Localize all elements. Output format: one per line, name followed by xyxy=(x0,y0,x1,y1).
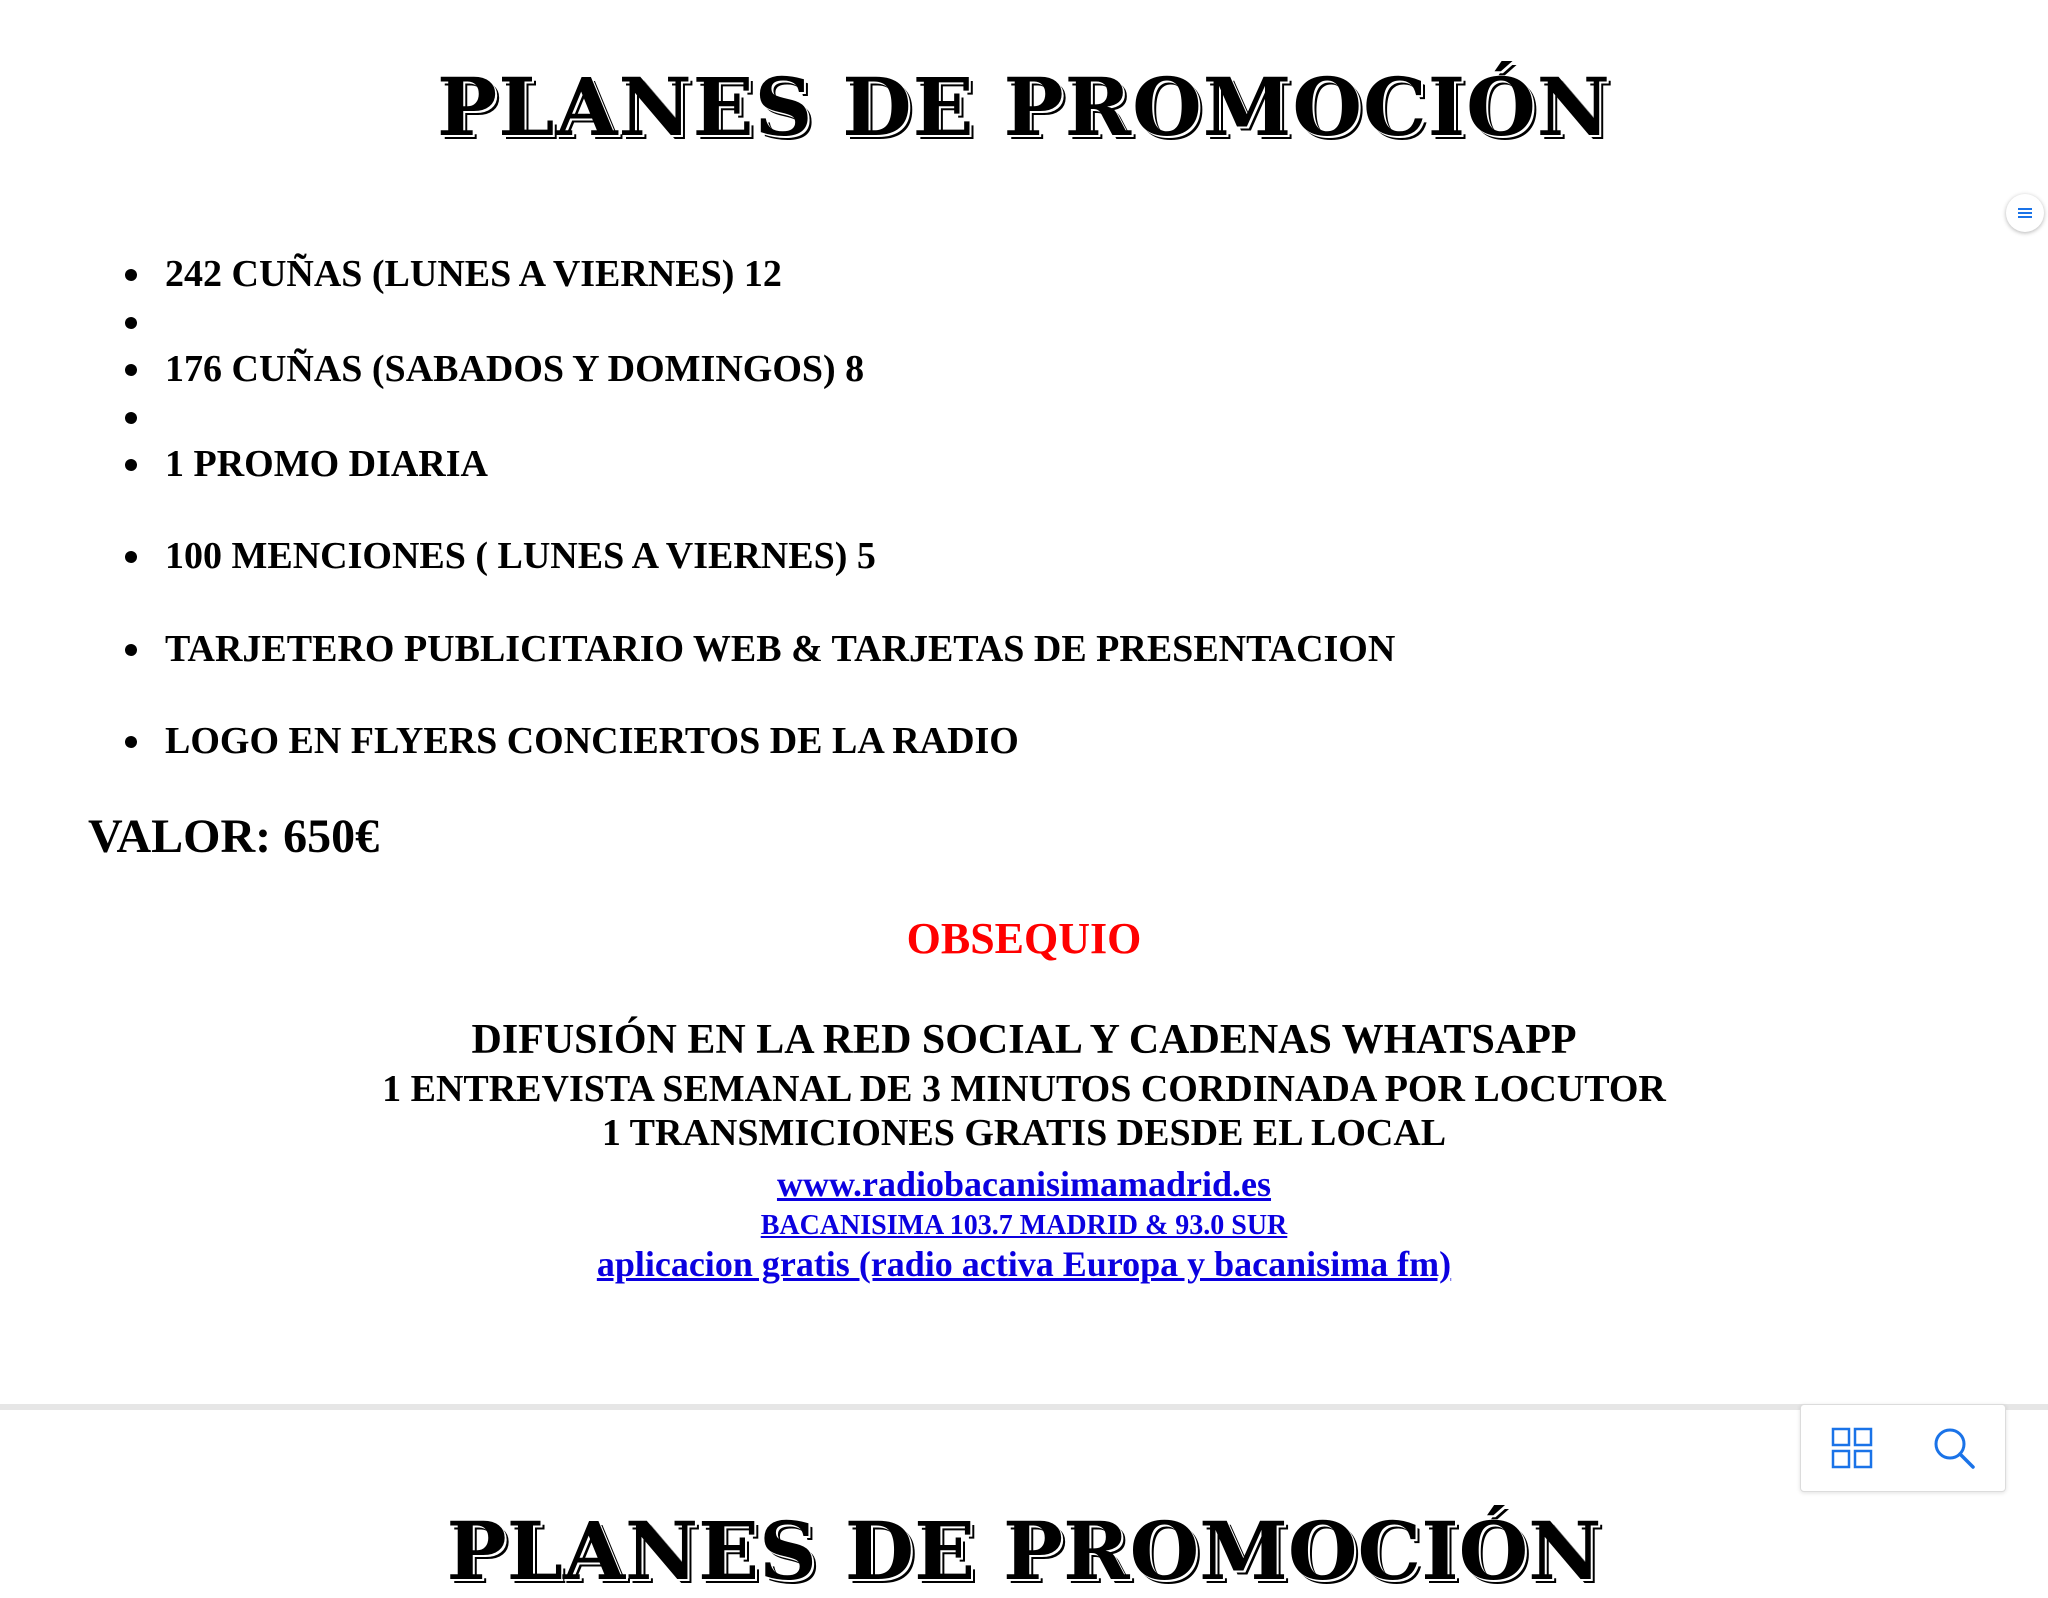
bullet-dot xyxy=(125,317,137,329)
bullet-dot xyxy=(125,459,137,471)
bullet-dot xyxy=(125,736,137,748)
table-of-contents-button[interactable] xyxy=(2006,194,2044,232)
bullet-dot xyxy=(125,644,137,656)
bullet-dot xyxy=(125,269,137,281)
search-button[interactable] xyxy=(1929,1423,1979,1473)
list-icon xyxy=(2016,205,2034,221)
radio-frequency-link[interactable]: BACANISIMA 103.7 MADRID & 93.0 SUR xyxy=(760,1210,1288,1241)
search-icon xyxy=(1931,1425,1977,1471)
bullet-dot xyxy=(125,364,137,376)
gift-heading: OBSEQUIO xyxy=(906,914,1142,963)
next-page-title: PLANES DE PROMOCIÓN xyxy=(446,1504,1602,1598)
page-title: PLANES DE PROMOCIÓN xyxy=(437,60,1611,154)
website-link-row xyxy=(0,1162,2048,1206)
app-link-row xyxy=(0,1242,2048,1286)
bullet-dot xyxy=(125,551,137,563)
bullet-dot xyxy=(125,412,137,424)
thumbnails-button[interactable] xyxy=(1827,1423,1877,1473)
app-link[interactable]: aplicacion gratis (radio activa Europa y bacanisima fm) xyxy=(596,1244,1452,1284)
next-page xyxy=(0,1410,2048,1598)
price-value: VALOR: 650€ xyxy=(88,810,380,863)
gift-line: 1 ENTREVISTA SEMANAL DE 3 MINUTOS CORDINADA POR LOCUTOR xyxy=(382,1068,1666,1110)
gift-line: DIFUSIÓN EN LA RED SOCIAL Y CADENAS WHATSAPP xyxy=(471,1017,1577,1063)
radio-frequency-link-row xyxy=(0,1209,2048,1243)
document-page: PLANES DE PROMOCIÓN 242 CUÑAS (LUNES A VIERNES) 12 176 CUÑAS (SABADOS Y DOMINGOS) 8 1 PROMO DIARIA 100 MENCIONES ( LUNES A VIERNES) 5 TARJETERO PUBLICITARIO WEB & TARJETAS DE PRESENTACION LOGO EN FLYERS CONCIERTOS DE LA RADIO VALOR: 650€ OBSEQUIO DIFUSIÓN EN LA RED SOCIAL Y CADENAS WHATSAPP 1 ENTREVISTA SEMANAL DE 3 MINUTOS CORDINADA POR LOCUTOR 1 TRANSMICIONES GRATIS DESDE EL LOCAL www.radiobacanisimamadrid.es BACANISIMA 103.7 MADRID & 93.0 SUR aplicacion gratis (radio activa Europa y bacanisima fm) xyxy=(0,0,2048,1404)
viewer-toolbar xyxy=(1800,1404,2006,1492)
grid-icon xyxy=(1829,1425,1875,1471)
gift-line: 1 TRANSMICIONES GRATIS DESDE EL LOCAL xyxy=(601,1112,1447,1154)
website-link[interactable]: www.radiobacanisimamadrid.es xyxy=(776,1164,1272,1204)
